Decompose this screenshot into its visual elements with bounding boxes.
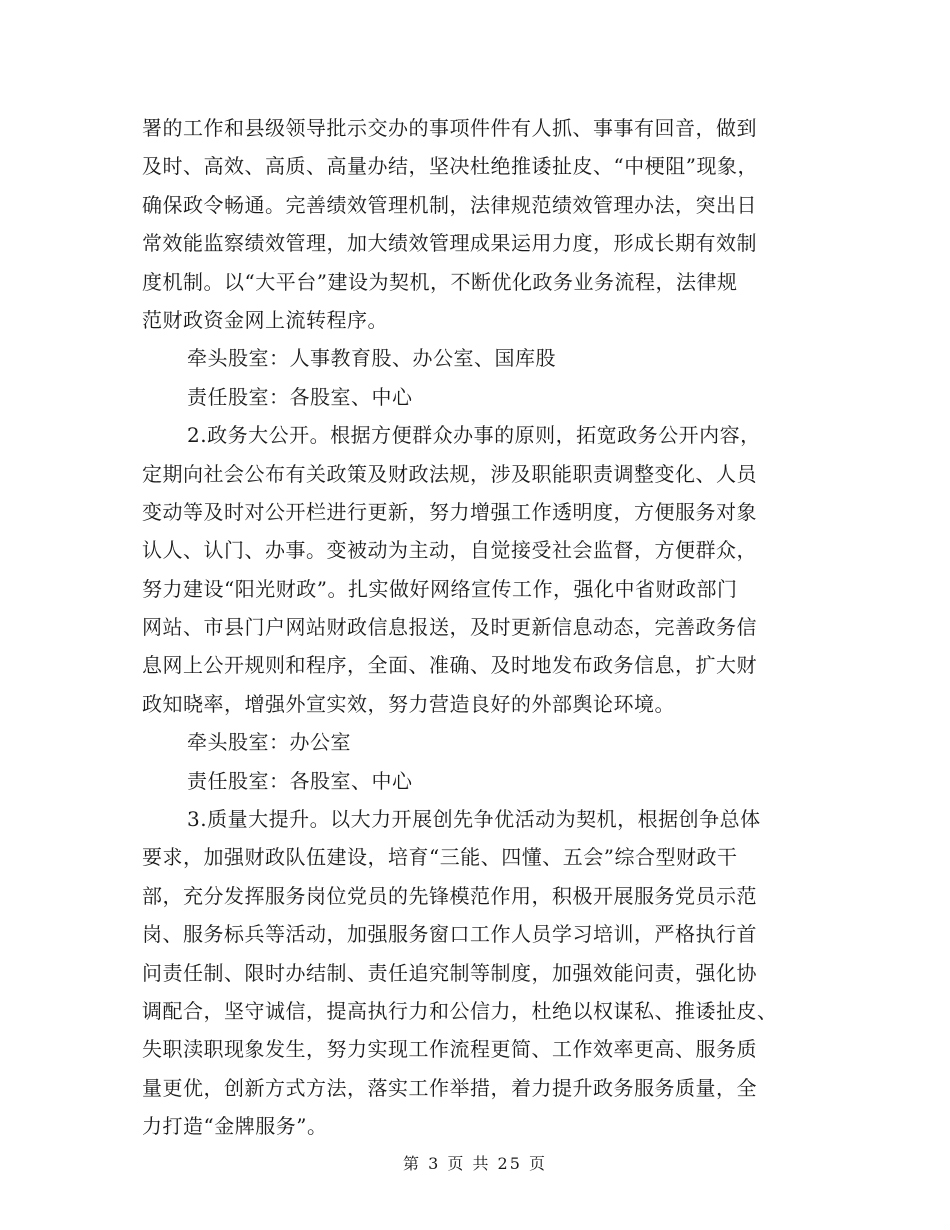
text-line: 牵头股室：人事教育股、办公室、国库股 [187,346,556,371]
text-line: 常效能监察绩效管理，加大绩效管理成果运用力度，形成长期有效制 [142,231,757,256]
text-line: 范财政资金网上流转程序。 [142,307,388,332]
text-line: 政知晓率，增强外宣实效，努力营造良好的外部舆论环境。 [142,691,675,716]
text-line: 署的工作和县级领导批示交办的事项件件有人抓、事事有回音，做到 [142,116,757,140]
text-line: 努力建设“阳光财政”。扎实做好网络宣传工作，强化中省财政部门 [142,576,738,601]
text-line: 定期向社会公布有关政策及财政法规，涉及职能职责调整变化、人员 [142,461,757,486]
text-line: 力打造“金牌服务”。 [142,1114,328,1139]
text-line: 调配合，坚守诚信，提高执行力和公信力，杜绝以权谋私、推诿扯皮、 [142,998,778,1023]
text-line: 量更优，创新方式方法，落实工作举措，着力提升政务服务质量，全 [142,1075,757,1100]
text-line: 及时、高效、高质、高量办结，坚决杜绝推诿扯皮、“中梗阻”现象， [142,154,758,179]
text-line: 岗、服务标兵等活动，加强服务窗口工作人员学习培训，严格执行首 [142,922,757,947]
text-line: 问责任制、限时办结制、责任追究制等制度，加强效能问责，强化协 [142,960,757,985]
text-line: 2.政务大公开。根据方便群众办事的原则，拓宽政务公开内容， [187,423,761,448]
text-line: 变动等及时对公开栏进行更新，努力增强工作透明度，方便服务对象 [142,499,757,524]
text-line: 失职渎职现象发生，努力实现工作流程更简、工作效率更高、服务质 [142,1037,757,1062]
text-line: 3.质量大提升。以大力开展创先争优活动为契机，根据创争总体 [187,807,761,832]
document-body [142,109,808,1146]
text-line: 息网上公开规则和程序，全面、准确、及时地发布政务信息，扩大财 [142,653,757,678]
text-line: 网站、市县门户网站财政信息报送，及时更新信息动态，完善政务信 [142,615,757,640]
text-line: 牵头股室：办公室 [187,730,351,755]
text-line: 确保政令畅通。完善绩效管理机制，法律规范绩效管理办法，突出日 [142,192,757,217]
text-line: 认人、认门、办事。变被动为主动，自觉接受社会监督，方便群众， [142,538,757,563]
text-line: 责任股室：各股室、中心 [187,384,413,409]
text-line: 部，充分发挥服务岗位党员的先锋模范作用，积极开展服务党员示范 [142,883,757,908]
text-line: 责任股室：各股室、中心 [187,768,413,793]
page-footer: 第 3 页 共 25 页 [403,1154,547,1173]
text-line: 度机制。以“大平台”建设为契机，不断优化政务业务流程，法律规 [142,269,738,294]
text-line: 要求，加强财政队伍建设，培育“三能、四懂、五会”综合型财政干 [142,845,738,870]
